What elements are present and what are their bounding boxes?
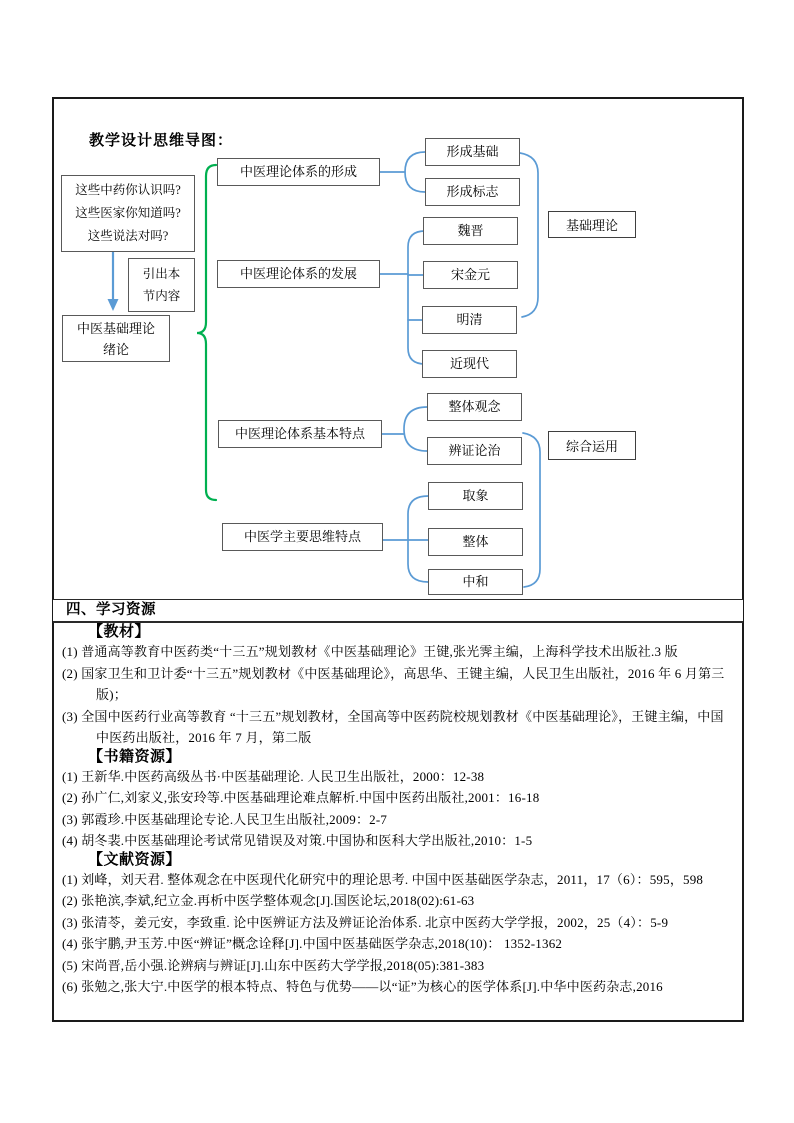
question-line: 这些中药你认识吗? <box>75 183 181 197</box>
resource-item: (1) 刘峰，刘天君. 整体观念在中医现代化研究中的理论思考. 中国中医基础医学杂志，2011，17（6）：595，598 <box>62 871 704 887</box>
child-node: 辨证论治 <box>427 437 522 465</box>
topic-node-development: 中医理论体系的发展 <box>217 260 380 288</box>
root-line: 中医基础理论 <box>76 320 155 336</box>
child-node: 形成标志 <box>425 178 520 206</box>
section-header-learning-resources: 四、学习资源 <box>53 600 743 621</box>
child-node: 近现代 <box>422 350 517 378</box>
root-node-box <box>62 315 170 362</box>
side-label-comprehensive-use: 综合运用 <box>548 431 636 460</box>
question-box <box>61 175 195 252</box>
resource-item: (6) 张勉之,张大宁.中医学的根本特点、特色与优势——以“证”为核心的医学体系[J].中华中医药杂志,2016 <box>62 979 663 994</box>
resource-item: (3) 全国中医药行业高等教育 “十三五”规划教材，全国高等中医药院校规划教材《中医基础理论》，王键主编，中国中医药出版社，2016 年 7 月，第二版 <box>62 708 724 745</box>
topic-node-characteristics: 中医理论体系基本特点 <box>218 420 382 448</box>
child-node: 整体观念 <box>427 393 522 421</box>
resource-item: (4) 张宇鹏,尹玉芳.中医“辨证”概念诠释[J].中国中医基础医学杂志,2018(10)： 1352-1362 <box>62 936 563 951</box>
side-label-basic-theory: 基础理论 <box>548 211 636 238</box>
intro-content-box <box>128 258 195 312</box>
resource-group-title-literature: 【文献资源】 <box>88 851 182 868</box>
diagram-title: 教学设计思维导图： <box>89 133 234 149</box>
child-node: 整体 <box>428 528 523 556</box>
topic-node-thinking: 中医学主要思维特点 <box>222 523 383 551</box>
resource-item: (2) 张艳滨,李斌,纪立金.再析中医学整体观念[J].国医论坛,2018(02):61-63 <box>62 893 475 908</box>
question-line: 这些医家你知道吗? <box>75 206 181 220</box>
resource-item: (2) 国家卫生和卫计委“十三五”规划教材《中医基础理论》，高思华、王键主编，人民卫生出版社，2016 年 6 月第三版)； <box>62 665 725 702</box>
child-node: 中和 <box>428 569 523 595</box>
child-node: 魏晋 <box>423 217 518 245</box>
intro-line: 引出本 <box>142 267 181 281</box>
resource-item: (2) 孙广仁,刘家义,张安玲等.中医基础理论难点解析.中国中医药出版社,2001：16-18 <box>62 790 540 805</box>
resource-item: (1) 王新华.中医药高级丛书·中医基础理论. 人民卫生出版社，2000：12-38 <box>62 768 485 784</box>
child-node: 明清 <box>422 306 517 334</box>
resource-group-title-textbooks: 【教材】 <box>88 624 151 640</box>
intro-line: 节内容 <box>142 289 181 303</box>
resource-item: (5) 宋尚晋,岳小强.论辨病与辨证[J].山东中医药大学学报,2018(05):381-383 <box>62 957 485 973</box>
root-line: 绪论 <box>102 341 129 357</box>
resource-item: (1) 普通高等教育中医药类“十三五”规划教材《中医基础理论》王键,张光霁主编，上海科学技术出版社.3 版 <box>62 644 678 659</box>
resource-group-title-books: 【书籍资源】 <box>88 748 182 765</box>
question-line: 这些说法对吗? <box>87 229 169 243</box>
resource-item: (3) 郭霞珍.中医基础理论专论.人民卫生出版社,2009：2-7 <box>62 811 388 827</box>
resources-cell <box>54 623 742 1020</box>
resource-item: (3) 张清苓，姜元安，李致重. 论中医辨证方法及辨证论治体系. 北京中医药大学学报，2002，25（4）：5-9 <box>62 914 669 930</box>
child-node: 形成基础 <box>425 138 520 166</box>
topic-node-formation: 中医理论体系的形成 <box>217 158 380 186</box>
child-node: 取象 <box>428 482 523 510</box>
child-node: 宋金元 <box>423 261 518 289</box>
resource-item: (4) 胡冬裴.中医基础理论考试常见错误及对策.中国协和医科大学出版社,2010：1-5 <box>62 833 533 848</box>
